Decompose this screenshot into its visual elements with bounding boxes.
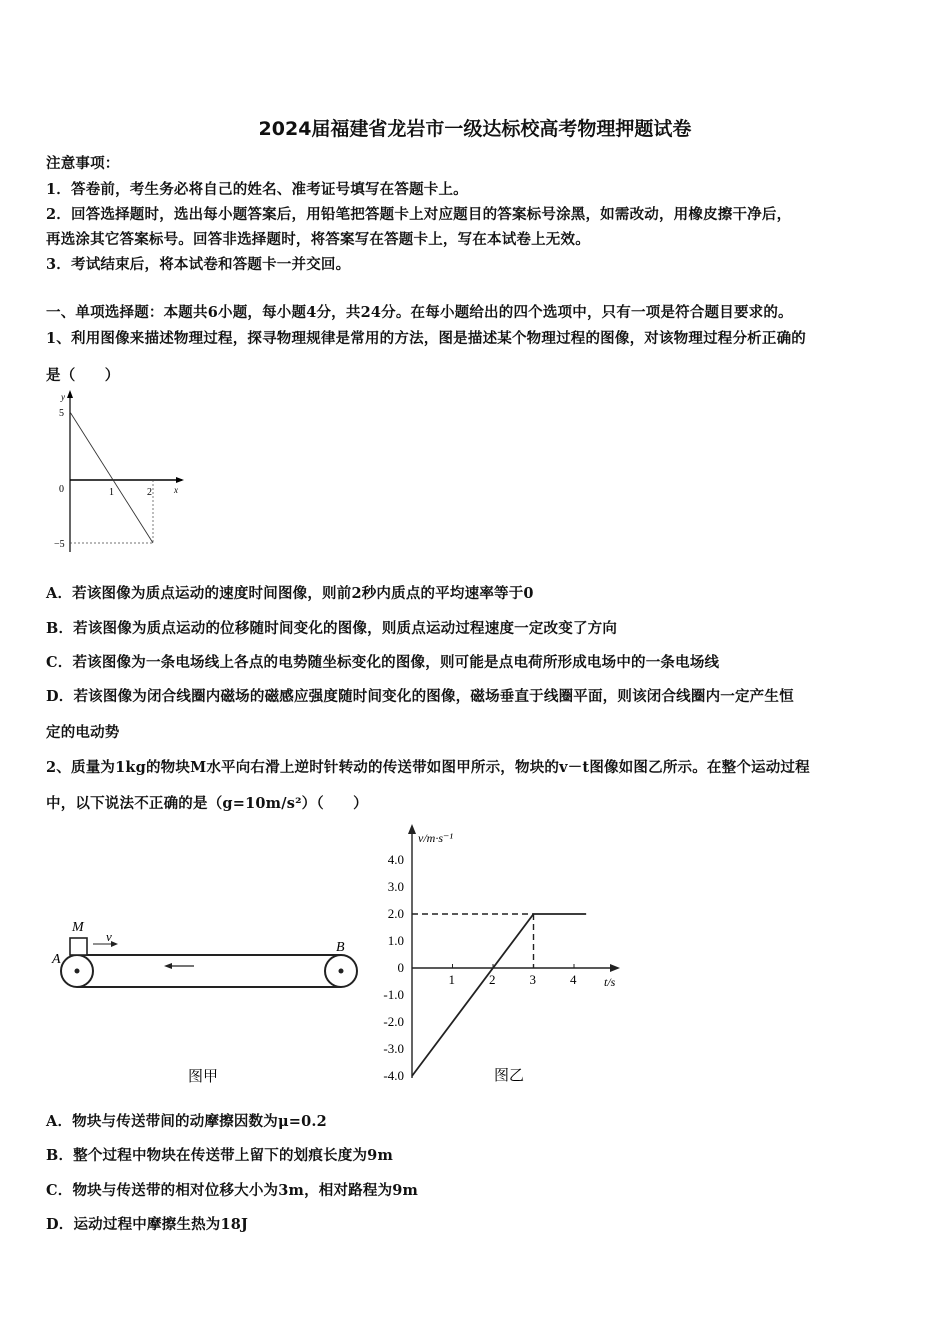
q1-x-label: x (174, 485, 178, 495)
notice-item: 1．答卷前，考生务必将自己的姓名、准考证号填写在答题卡上。 (46, 181, 468, 198)
page-title: 2024届福建省龙岩市一级达标校高考物理押题试卷 (258, 118, 692, 140)
vt-y-label: v/m·s⁻¹ (418, 831, 453, 845)
q2-fig-a (48, 910, 368, 1090)
label-a: A (52, 952, 61, 967)
vt-x-label: t/s (604, 975, 616, 989)
q1-y-label: y (61, 392, 65, 402)
vt-x-tick: 2 (489, 972, 496, 987)
q2-stem: 2、质量为1kg的物块M水平向右滑上逆时针转动的传送带如图甲所示，物块的v－t图像如图乙所示。在整个运动过程 (46, 759, 810, 776)
q1-option-d: D．若该图像为闭合线圈内磁场的磁感应强度随时间变化的图像，磁场垂直于线圈平面，则该闭合线圈内一定产生恒 (46, 688, 794, 705)
vt-y-tick: -1.0 (383, 987, 404, 1002)
vt-y-tick: 0 (397, 960, 404, 975)
vt-x-tick: 4 (570, 972, 577, 987)
q1-y-bottom: −5 (54, 539, 65, 550)
q2-option-c: C．物块与传送带的相对位移大小为3m，相对路程为9m (46, 1182, 419, 1199)
block-m (70, 938, 87, 955)
vt-x-arrow (610, 964, 620, 972)
caption-fig-b: 图乙 (494, 1068, 525, 1084)
q1-stem: 是（ ） (46, 367, 120, 384)
vt-y-tick: -2.0 (383, 1014, 404, 1029)
label-m: M (72, 920, 84, 935)
vt-y-tick: -3.0 (383, 1041, 404, 1056)
q1-option-b: B．若该图像为质点运动的位移随时间变化的图像，则质点运动过程速度一定改变了方向 (46, 620, 618, 637)
q1-option-c: C．若该图像为一条电场线上各点的电势随坐标变化的图像，则可能是点电荷所形成电场中的一条电场线 (46, 654, 720, 671)
q1-option-a: A．若该图像为质点运动的速度时间图像，则前2秒内质点的平均速率等于0 (46, 585, 534, 602)
q1-origin: 0 (59, 484, 64, 495)
q1-x-arrow (176, 477, 184, 483)
section-heading: 一、单项选择题：本题共6小题，每小题4分，共24分。在每小题给出的四个选项中，只有一项是符合题目要求的。 (46, 304, 793, 321)
notice-item: 再选涂其它答案标号。回答非选择题时，将答案写在答题卡上，写在本试卷上无效。 (46, 231, 590, 248)
caption-fig-a: 图甲 (188, 1069, 219, 1085)
q1-option-d-cont: 定的电动势 (46, 724, 120, 741)
q2-option-a: A．物块与传送带间的动摩擦因数为μ=0.2 (46, 1113, 327, 1130)
q2-option-d: D．运动过程中摩擦生热为18J (46, 1216, 249, 1233)
vt-y-arrow (408, 824, 416, 834)
notice-item: 2．回答选择题时，选出每小题答案后，用铅笔把答题卡上对应题目的答案标号涂黑，如需改动，用橡皮擦干净后， (46, 206, 792, 223)
vt-y-tick: 4.0 (387, 852, 404, 867)
q1-stem: 1、利用图像来描述物理过程，探寻物理规律是常用的方法，图是描述某个物理过程的图像，对该物理过程分析正确的 (46, 330, 806, 347)
q2-option-b: B．整个过程中物块在传送带上留下的划痕长度为9m (46, 1147, 393, 1164)
vt-y-tick: -4.0 (383, 1068, 404, 1083)
q2-vt-graph (360, 818, 630, 1088)
notice-heading: 注意事项： (46, 155, 120, 172)
vt-y-tick: 2.0 (387, 906, 404, 921)
vt-y-tick: 1.0 (387, 933, 404, 948)
vt-y-tick: 3.0 (387, 879, 404, 894)
q1-graph (50, 388, 190, 553)
vt-data-line (412, 914, 586, 1076)
q1-data-line (70, 412, 153, 543)
label-b: B (336, 940, 345, 955)
q1-y-arrow (67, 390, 73, 398)
q1-y-top: 5 (59, 408, 64, 419)
q2-stem: 中，以下说法不正确的是（g=10m/s²）（ ） (46, 795, 368, 812)
vt-x-tick: 1 (448, 972, 455, 987)
label-v: v (106, 929, 112, 944)
q1-x-tick: 2 (147, 487, 152, 498)
vt-x-tick: 3 (529, 972, 536, 987)
notice-item: 3．考试结束后，将本试卷和答题卡一并交回。 (46, 256, 351, 273)
q1-x-tick: 1 (109, 487, 114, 498)
